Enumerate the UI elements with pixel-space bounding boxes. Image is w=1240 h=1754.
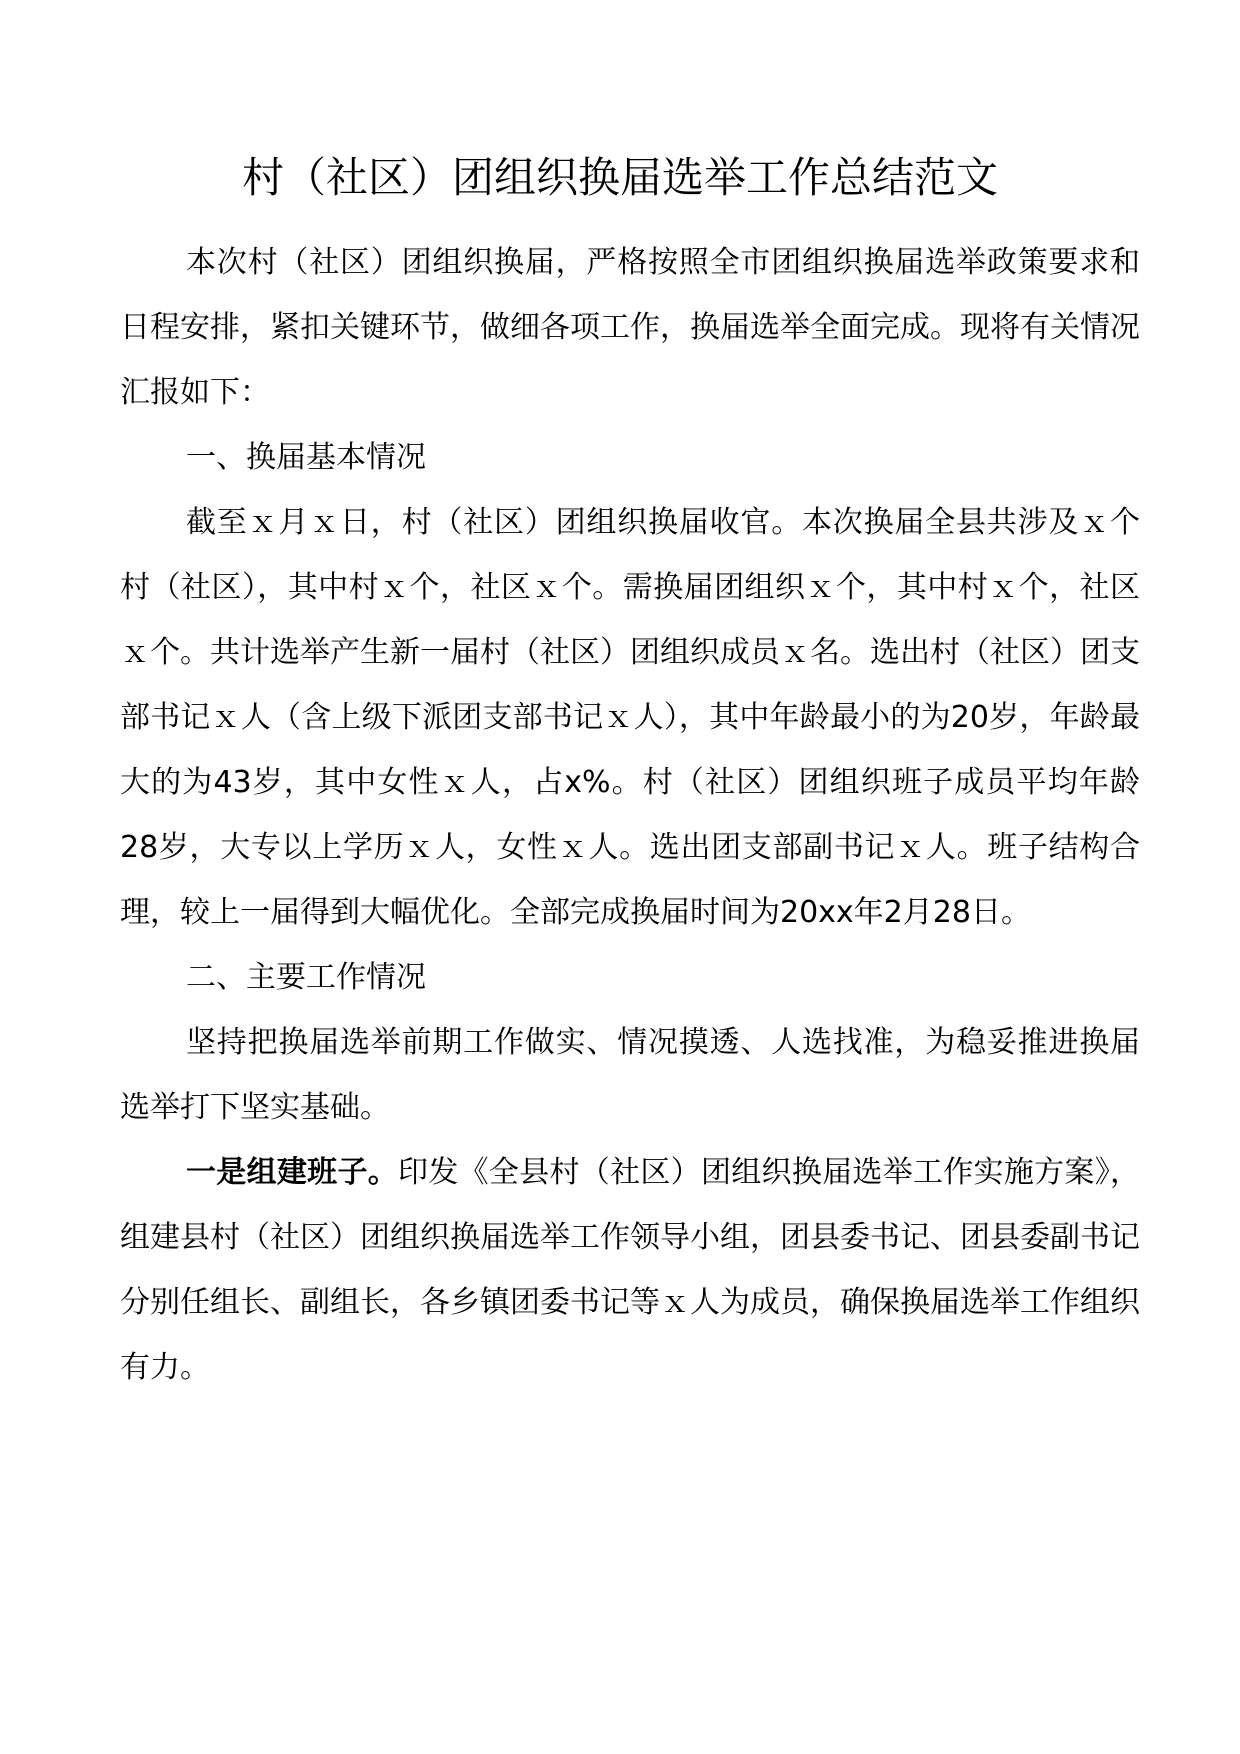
main-work-paragraph: 坚持把换届选举前期工作做实、情况摸透、人选找准，为稳妥推进换届选举打下坚实基础。 <box>120 1025 1140 1125</box>
item-lead-build-team: 一是组建班子。 <box>186 1155 399 1190</box>
intro-paragraph: 本次村（社区）团组织换届，严格按照全市团组织换届选举政策要求和日程安排，紧扣关键环节，做细各项工作，换届选举全面完成。现将有关情况汇报如下： <box>120 245 1140 410</box>
document-body <box>120 230 1140 1400</box>
item-paragraph-build-team <box>120 1140 1140 1400</box>
document-title: 村（社区）团组织换届选举工作总结范文 <box>241 153 998 202</box>
basic-situation-paragraph: 截至ｘ月ｘ日，村（社区）团组织换届收官。本次换届全县共涉及ｘ个村（社区），其中村ｘ个，社区ｘ个。需换届团组织ｘ个，其中村ｘ个，社区ｘ个。共计选举产生新一届村（社区）团组织成员ｘ名。选出村（社区）团支部书记ｘ人（含上级下派团支部书记ｘ人），其中年龄最小的为20岁，年龄最大的为43岁，其中女性ｘ人，占x%。村（社区）团组织班子成员平均年龄28岁，大专以上学历ｘ人，女性ｘ人。选出团支部副书记ｘ人。班子结构合理，较上一届得到大幅优化。全部完成换届时间为20xx年2月28日。 <box>120 505 1140 930</box>
section-heading-basic-situation: 一、换届基本情况 <box>186 440 426 475</box>
section-heading-main-work: 二、主要工作情况 <box>186 960 426 995</box>
item-text-build-team: 印发《全县村（社区）团组织换届选举工作实施方案》，组建县村（社区）团组织换届选举工作领导小组，团县委书记、团县委副书记分别任组长、副组长，各乡镇团委书记等ｘ人为成员，确保换届选举工作组织有力。 <box>120 1155 1141 1385</box>
